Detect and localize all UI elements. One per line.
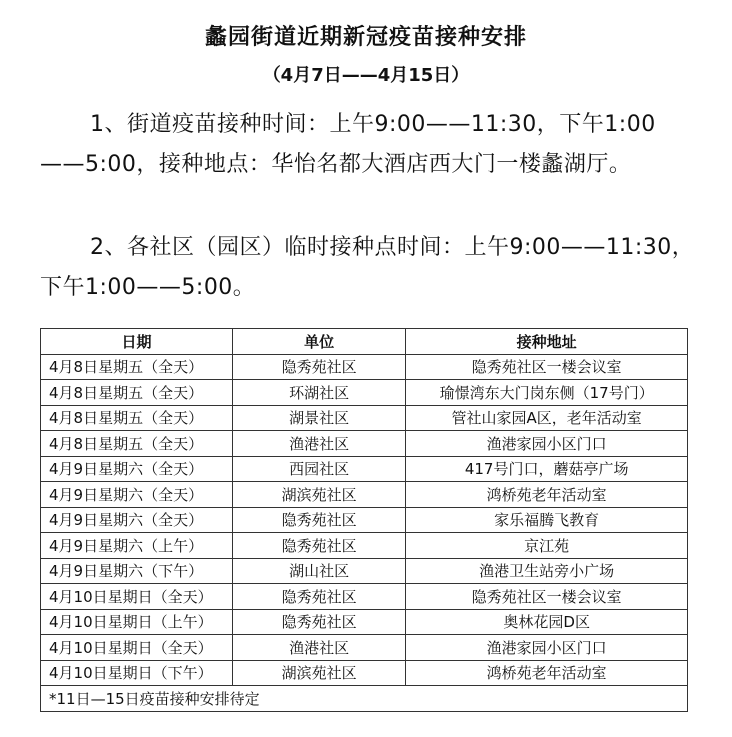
date-cell: 4月8日星期五（全天）	[41, 431, 233, 457]
column-header-unit: 单位	[232, 329, 405, 355]
unit-cell: 渔港社区	[232, 635, 405, 661]
date-cell: 4月9日星期六（全天）	[41, 482, 233, 508]
unit-cell: 湖景社区	[232, 405, 405, 431]
unit-cell: 隐秀苑社区	[232, 609, 405, 635]
date-cell: 4月10日星期日（上午）	[41, 609, 233, 635]
table-row	[41, 660, 688, 686]
table-row	[41, 533, 688, 559]
address-cell: 管社山家园A区，老年活动室	[406, 405, 688, 431]
vaccination-schedule-table	[40, 328, 688, 712]
address-cell: 鸿桥苑老年活动室	[406, 482, 688, 508]
paragraph-street-vaccination-time: 1、街道疫苗接种时间：上午9:00——11:30，下午1:00——5:00，接种地点：华怡名都大酒店西大门一楼蠡湖厅。	[40, 112, 656, 177]
unit-cell: 环湖社区	[232, 380, 405, 406]
table-row	[41, 584, 688, 610]
date-cell: 4月10日星期日（全天）	[41, 635, 233, 661]
table-row	[41, 456, 688, 482]
address-cell: 隐秀苑社区一楼会议室	[406, 354, 688, 380]
unit-cell: 隐秀苑社区	[232, 354, 405, 380]
address-cell: 渔港家园小区门口	[406, 635, 688, 661]
table-row	[41, 609, 688, 635]
footnote-pending-schedule: *11日—15日疫苗接种安排待定	[41, 686, 688, 712]
address-cell: 家乐福腾飞教育	[406, 507, 688, 533]
column-header-address: 接种地址	[406, 329, 688, 355]
date-cell: 4月8日星期五（全天）	[41, 380, 233, 406]
unit-cell: 隐秀苑社区	[232, 584, 405, 610]
address-cell: 渔港卫生站旁小广场	[406, 558, 688, 584]
date-cell: 4月9日星期六（全天）	[41, 507, 233, 533]
paragraph-community-temporary-sites: 2、各社区（园区）临时接种点时间：上午9:00——11:30，下午1:00——5:00。	[40, 235, 695, 300]
document-title: 蠡园街道近期新冠疫苗接种安排	[204, 25, 527, 50]
unit-cell: 湖滨苑社区	[232, 482, 405, 508]
date-cell: 4月8日星期五（全天）	[41, 405, 233, 431]
date-cell: 4月9日星期六（上午）	[41, 533, 233, 559]
date-range-subtitle: （4月7日——4月15日）	[262, 65, 470, 86]
table-row	[41, 354, 688, 380]
unit-cell: 西园社区	[232, 456, 405, 482]
table-row	[41, 507, 688, 533]
unit-cell: 湖滨苑社区	[232, 660, 405, 686]
table-row	[41, 482, 688, 508]
table-row	[41, 558, 688, 584]
table-footnote-row	[41, 686, 688, 712]
date-cell: 4月10日星期日（下午）	[41, 660, 233, 686]
address-cell: 奥林花园D区	[406, 609, 688, 635]
unit-cell: 渔港社区	[232, 431, 405, 457]
table-row	[41, 635, 688, 661]
address-cell: 京江苑	[406, 533, 688, 559]
date-cell: 4月9日星期六（全天）	[41, 456, 233, 482]
unit-cell: 湖山社区	[232, 558, 405, 584]
unit-cell: 隐秀苑社区	[232, 507, 405, 533]
address-cell: 鸿桥苑老年活动室	[406, 660, 688, 686]
table-row	[41, 431, 688, 457]
table-header-row	[41, 329, 688, 355]
unit-cell: 隐秀苑社区	[232, 533, 405, 559]
address-cell: 渔港家园小区门口	[406, 431, 688, 457]
date-cell: 4月9日星期六（下午）	[41, 558, 233, 584]
date-cell: 4月10日星期日（全天）	[41, 584, 233, 610]
table-row	[41, 380, 688, 406]
table-row	[41, 405, 688, 431]
date-cell: 4月8日星期五（全天）	[41, 354, 233, 380]
address-cell: 隐秀苑社区一楼会议室	[406, 584, 688, 610]
address-cell: 瑜憬湾东大门岗东侧（17号门）	[406, 380, 688, 406]
column-header-date: 日期	[41, 329, 233, 355]
address-cell: 417号门口，蘑菇亭广场	[406, 456, 688, 482]
